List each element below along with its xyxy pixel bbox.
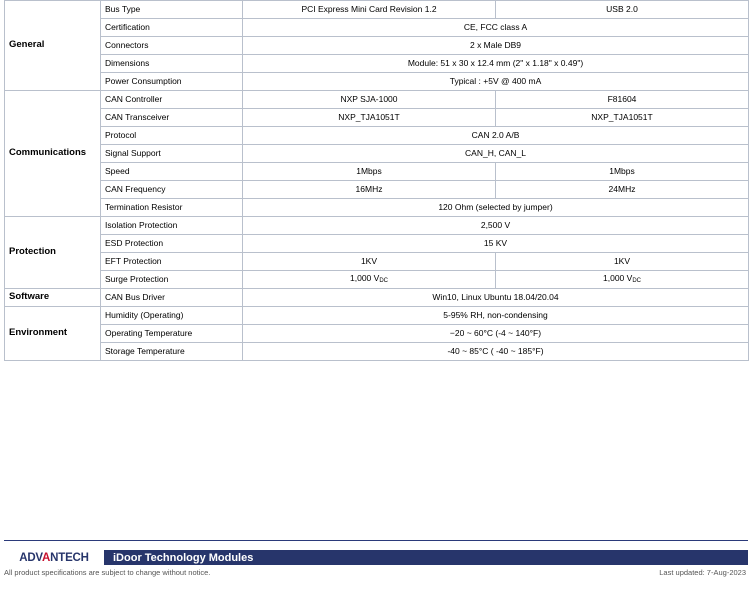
category-cell: Protection [5,217,101,289]
spec-value-cell: Module: 51 x 30 x 12.4 mm (2" x 1.18" x 0.49") [243,55,749,73]
spec-label-cell: Storage Temperature [101,343,243,361]
spec-value-cell: NXP_TJA1051T [496,109,749,127]
spec-value-text: 1,000 V [603,273,633,284]
spec-label-cell: CAN Controller [101,91,243,109]
spec-label-cell: CAN Transceiver [101,109,243,127]
spec-value-cell: 24MHz [496,181,749,199]
spec-value-subscript: DC [379,278,388,285]
spec-value-cell: USB 2.0 [496,1,749,19]
table-row [5,325,749,343]
table-row [5,73,749,91]
spec-label-cell: Surge Protection [101,271,243,289]
spec-label-cell: Speed [101,163,243,181]
footer-last-updated: Last updated: 7-Aug-2023 [659,568,746,577]
table-row [5,307,749,325]
spec-value-cell: NXP_TJA1051T [243,109,496,127]
logo-part-adv: ADV [19,551,43,564]
spec-value-cell: -40 ~ 85°C ( -40 ~ 185°F) [243,343,749,361]
spec-value-cell: NXP SJA-1000 [243,91,496,109]
spec-value-cell: Win10, Linux Ubuntu 18.04/20.04 [243,289,749,307]
spec-label-cell: Connectors [101,37,243,55]
table-row [5,19,749,37]
footer-bar [4,550,748,565]
table-row [5,253,749,271]
spec-label-cell: CAN Frequency [101,181,243,199]
spec-label-cell: Power Consumption [101,73,243,91]
spec-value-cell: −20 ~ 60°C (-4 ~ 140°F) [243,325,749,343]
spec-label-cell: Dimensions [101,55,243,73]
spec-label-cell: Signal Support [101,145,243,163]
spec-label-cell: Termination Resistor [101,199,243,217]
spec-value-cell: PCI Express Mini Card Revision 1.2 [243,1,496,19]
spec-label-cell: CAN Bus Driver [101,289,243,307]
footer-title: iDoor Technology Modules [113,551,254,564]
table-row [5,127,749,145]
spec-value-cell: 2 x Male DB9 [243,37,749,55]
spec-value-cell: 1KV [496,253,749,271]
spec-value-cell: CAN 2.0 A/B [243,127,749,145]
spec-value-text: 1,000 V [350,273,380,284]
table-row [5,1,749,19]
spec-value-cell: 5-95% RH, non-condensing [243,307,749,325]
logo-part-ntech: NTECH [50,551,89,564]
table-row [5,145,749,163]
footer-divider [4,540,748,541]
advantech-logo-text [19,552,89,564]
spec-label-cell: Bus Type [101,1,243,19]
spec-label-cell: Isolation Protection [101,217,243,235]
table-row [5,271,749,289]
spec-value-cell: Typical : +5V @ 400 mA [243,73,749,91]
table-row [5,91,749,109]
spec-value-cell: 1Mbps [243,163,496,181]
spec-value-cell [496,271,749,289]
spec-label-cell: Humidity (Operating) [101,307,243,325]
table-row [5,109,749,127]
spec-value-cell: 16MHz [243,181,496,199]
spec-label-cell: Certification [101,19,243,37]
spec-value-cell: 2,500 V [243,217,749,235]
spec-value-cell [243,271,496,289]
table-row [5,199,749,217]
category-cell: Software [5,289,101,307]
spec-label-cell: Operating Temperature [101,325,243,343]
spec-label-cell: ESD Protection [101,235,243,253]
spec-value-cell: 15 KV [243,235,749,253]
category-cell: Communications [5,91,101,217]
table-row [5,55,749,73]
table-row [5,343,749,361]
table-row [5,217,749,235]
spec-value-subscript: DC [632,278,641,285]
table-row [5,37,749,55]
spec-value-cell: CAN_H, CAN_L [243,145,749,163]
table-row [5,163,749,181]
category-cell: Environment [5,307,101,361]
spec-value-cell: F81604 [496,91,749,109]
table-row [5,289,749,307]
spec-value-cell: 120 Ohm (selected by jumper) [243,199,749,217]
advantech-logo [4,550,104,565]
spec-label-cell: Protocol [101,127,243,145]
table-row [5,235,749,253]
specifications-table [4,0,749,361]
category-cell: General [5,1,101,91]
spec-value-cell: CE, FCC class A [243,19,749,37]
specifications-table-body [5,1,749,361]
logo-part-a: A [42,551,51,564]
spec-label-cell: EFT Protection [101,253,243,271]
table-row [5,181,749,199]
footer-disclaimer: All product specifications are subject to change without notice. [4,568,211,577]
spec-value-cell: 1Mbps [496,163,749,181]
spec-value-cell: 1KV [243,253,496,271]
